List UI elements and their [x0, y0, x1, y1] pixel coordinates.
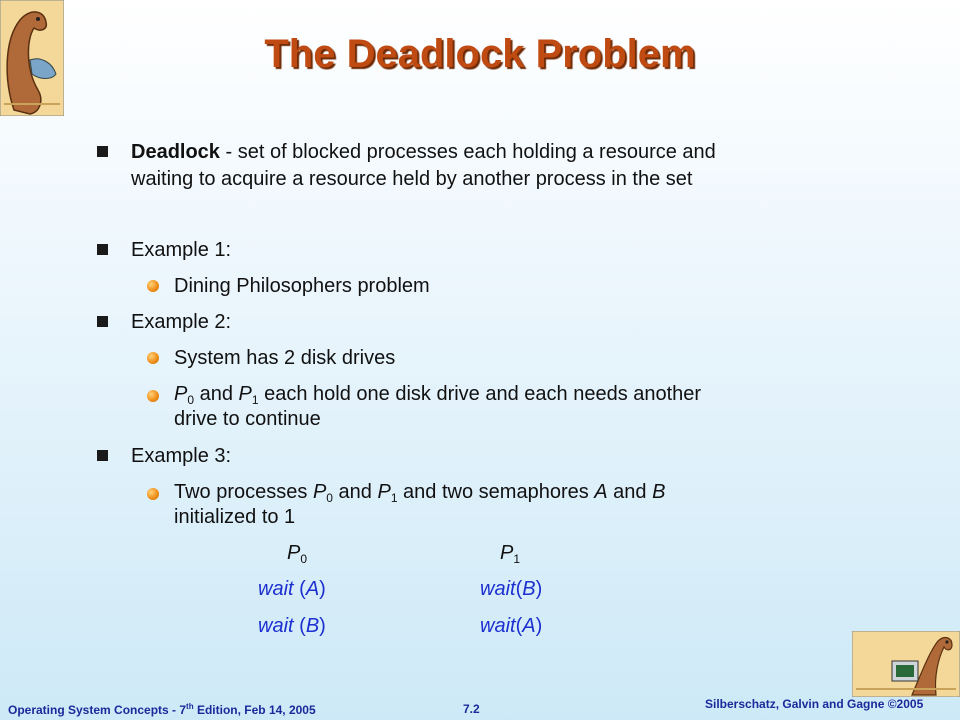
example-2-item-2: $P_0$ and $P_1$ each hold one disk drive and each needs another: [174, 383, 702, 407]
footer-slide-number: 7.2: [463, 702, 480, 716]
p0-wait-a: wait (A): [258, 578, 326, 600]
p1-wait-b: wait(B): [480, 578, 543, 600]
example-1-label: Example 1:: [131, 239, 232, 261]
example-1-item: Dining Philosophers problem: [174, 275, 430, 297]
p1-wait-a: wait(A): [480, 615, 543, 637]
deadlock-definition-line2: waiting to acquire a resource held by another process in the set: [131, 168, 693, 190]
bullet-dot: [147, 280, 159, 292]
deadlock-definition: [131, 140, 716, 164]
process-p0: P: [174, 383, 188, 405]
footer-authors: Silberschatz, Galvin and Gagne ©2005: [705, 697, 924, 711]
example-2-item-1: System has 2 disk drives: [174, 347, 396, 369]
example-3-label: Example 3:: [131, 445, 232, 467]
bullet-square: [97, 244, 108, 255]
slide-title: The Deadlock Problem: [264, 32, 696, 76]
deadlock-definition-text: - set of blocked processes each holding a resource and: [219, 141, 716, 163]
p0-wait-b: wait (B): [258, 615, 326, 637]
process-p1-header: $P_1$: [500, 542, 521, 566]
example-3-item-line2: initialized to 1: [174, 506, 296, 528]
example-2-label: Example 2:: [131, 311, 232, 333]
bullet-dot: [147, 488, 159, 500]
bullet-square: [97, 146, 108, 157]
process-p0-header: $P_0$: [287, 542, 308, 566]
deadlock-term: Deadlock: [131, 141, 220, 163]
example-3-item: Two processes $P_0$ and $P_1$ and two semaphores A and B: [174, 481, 666, 505]
process-p1: P: [238, 383, 252, 405]
dinosaur-computer-icon: [852, 631, 960, 697]
bullet-dot: [147, 390, 159, 402]
example-2-item-2-line2: drive to continue: [174, 408, 321, 430]
bullet-square: [97, 316, 108, 327]
footer-book-info: Operating System Concepts - 7th Edition, Feb 14, 2005: [8, 702, 316, 717]
bullet-square: [97, 450, 108, 461]
bullet-dot: [147, 352, 159, 364]
